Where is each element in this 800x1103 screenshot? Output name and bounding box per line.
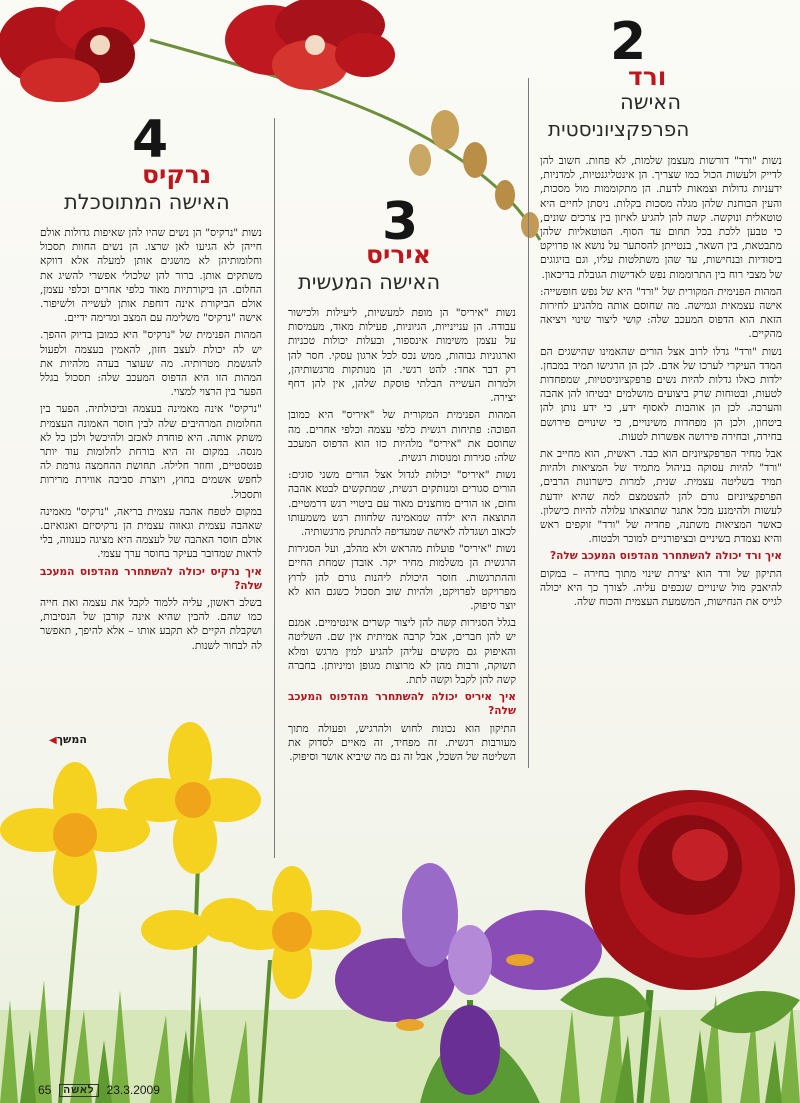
column-divider-left [274, 118, 275, 858]
narkis-paragraph-2: המהות הפנימית של "נרקיס" היא כמובן בדיוק ההפך. יש לה יכולת לעצב חזון, להאמין בעצמה ולפעול להגשמת מטרותיה. מה שעוצר בעדה מלהיות את המהות הזו היא הדפוס המעכב שלה: תסכול בגלל הפער בין הרצוי למצוי. [40, 329, 262, 399]
narkis-paragraph-3: "נרקיס" אינה מאמינה בעצמה וביכולתיה. הפער בין החלומות המרהיבים שלה לבין חוסר האמונה העצמית משתק אותה. היא פוחדת לאכזב ולהיכשל ולכן כל לא מנסה. במקום זה היא בורחת לחלומות עוד יותר פנטסטיים, וחוזר חלילה. תחושת ההחמצה גורמת לה לחפש אשמים בחוץ, ויוצרת סביבה אווירת מרירות ותסכול. [40, 403, 262, 501]
narkis-paragraph-1: נשות "נרקיס" הן נשים שהיו להן שאיפות גדולות אולם חייהן לא הגיעו לאן שרצו. הן נשים החוות תסכול וחלומותיהן לא מושגים אותן למעלה אלא דווקא משתקים אותן. ברור להן שלכולי אפשרי להשיג את החלום. הן ביקורתיות מאוד כלפי אחרים וכלפי עצמן, אולם הביקורת אינה דוחפת אותן לעשייה ולשיפור. אישה "נרקיס" משלימה עם המצב ומרימה ידיים. [40, 227, 262, 325]
vered-paragraph-1: נשות "ורד" דורשות מעצמן שלמות, לא פחות. חשוב להן לדייק ולעשות הכול כמו שצריך. הן אינטליגנטיות, למדניות, ידעניות גדולות וצמאות לדעת. הן מתקוממות מול מסכות, והעין הבוחנת שלהן מגלה מסכות בקלות. ניסתן לחיים היא טוטאלית ונוקשה. קשה להן להגיע לאיזון בין צרכים שונים, כי טבען ללכת בכל תחום עד הסוף. הטוטאליות שלהן מתבטאת, בין השאר, בנטייתן להסתער על נושא או פרויקט ביסודיות ובנחישות, עד שהן משתלטות עליו, וגם בזיגוגים של מצבי רוח בין התרוממות נפש לאדישות הגובלת בדיכאון. [540, 155, 782, 281]
page-number: 65 [38, 1083, 52, 1097]
narkis-paragraph-4: במקום לטפח אהבה עצמית בריאה, "נרקיס" מאמינה שאהבה עצמית וגאווה עצמית הן נרקיסיזם ואגואיזם. אולם חוסר האהבה של לעצמה היא מציגה כענווה, בלי לראות שמדובר בעיקר בחוסר ערך עצמי. [40, 505, 262, 561]
iris-name: איריס [366, 240, 431, 269]
iris-number: 3 [382, 192, 419, 252]
issue-date: 23.3.2009 [106, 1083, 160, 1097]
left-triangle-icon: ◀ [49, 735, 57, 746]
narkis-article-column [40, 226, 262, 656]
narkis-question-heading: איך נרקיס יכולה להשתחרר מהדפוס המעכב שלה? [40, 565, 262, 592]
vered-paragraph-3: נשות "ורד" גדלו לרוב אצל הורים שהאמינו שהישגים הם המדד העיקרי לערכו של אדם. לכן הן הרגישו תמיד במבחן. ילדות כאלו גדלות להיות נשים פרפקציוניסטיות, שמפחדות לטעות, ובטוחות שרק ביצועים מושלמים יבטיחו להן אהבה והערכה. לכן הן אוהבות לאסוף ידע, כי ידע נותן להן ביטחון, ולכן הן מפחדות משינויים, כי שינויים פירושם בחירה, ובחירה פירושה אפשרות לטעות. [540, 345, 782, 443]
vered-paragraph-4: אבל מחיר הפרפקציוניזם הוא כבד. ראשית, הוא מחייב את "ורד" להיות עסוקה בניהול מתמיד של המציאות ולהיות תמיד בשליטה עצמית. שנית, למרות כישרונות הרבים, הפרפקציוניזם גורם להן להצטמצם למה שהיא יודעת לעשות ולהימנע מכל אתגר שתוצאתו עלולה להיות כישלון. כאשר המציאות משתנה, פחדיה של "ורד" זוקפים ראש והיא נצמדת בשיניים ובציפורניים למוכר ולבטוח. [540, 448, 782, 546]
column-divider-right [528, 78, 529, 768]
vered-answer: התיקון של ורד הוא יצירת שינוי מתוך בחירה – במקום להיאבק מול שינויים שנכפים עליה. לצורך כך היא יכולה לגייס את הנחישות, המשמעת העצמית והכוח שלה. [540, 567, 782, 609]
vered-number: 2 [610, 12, 647, 72]
vered-subtitle-line1: האישה [620, 90, 682, 114]
vered-article-column [540, 154, 782, 612]
vered-name: ורד [628, 62, 667, 91]
iris-article-column [288, 306, 516, 767]
continued-label: המשך [56, 733, 87, 746]
iris-paragraph-3: נשות "איריס" יכולות לגדול אצל הורים משני סוגים: הורים סגורים ומנותקים רגשית, שמתקשים לבטא אהבה וחום, או הורים מוחצנים מאוד עם ביטויי רגש דרמטיים. התוצאה היא ילדה שמאמינה שלחוות רגש משמעותו לכאוב ושגדלה לאישה שמעדיפה להתנתק מרגשותיה. [288, 469, 516, 539]
vered-subtitle-line2: הפרפקציוניסטית [548, 117, 690, 141]
narkis-name: נרקיס [142, 160, 212, 189]
page-footer [38, 1083, 160, 1097]
iris-paragraph-5: בגלל הסגירות קשה להן ליצור קשרים אינטימיים. אמנם יש להן חברים, אבל קרבה אמיתית אין שם. השליטה והאיפוק גם מקשים עליהן להגיע למין מרגש ומלא תשוקה, ורבות מהן לא מרוצות מגופן ומיניותן. בחברה קשה להן לקבל וקשה לתת. [288, 617, 516, 687]
iris-subtitle: האישה המעשית [298, 270, 441, 294]
iris-answer: התיקון הוא נכונות לחוש ולהרגיש, ופעולה מתוך מעורבות רגשית. זה מפחיד, זה מאיים לסדוק את השליטה של השכל, אבל זה גם מה שיביא אושר וסיפוק. [288, 722, 516, 764]
orchid-flower-left [0, 0, 145, 102]
iris-paragraph-2: המהות הפנימית המקורית של "איריס" היא כמובן הפוכה: פתיחות רגשית כלפי עצמה וכלפי אחרים. מה שחוסם את "איריס" מלהיות כזו הוא הדפוס המעכב שלה: סגירות ומנוסות רגשית. [288, 409, 516, 465]
continued-marker [46, 733, 87, 746]
narkis-answer: בשלב ראשון, עליה ללמוד לקבל את עצמה ואת חייה כמו שהם. להבין שהיא אינה קורבן של הנסיבות, ושקבלת הקיים לא תקבע אותו – אלא להיפך, תאפשר לה לבחור לשנות. [40, 597, 262, 652]
narkis-number: 4 [132, 110, 169, 170]
vered-question-heading: איך ורד יכולה להשתחרר מהדפוס המעכב שלה? [549, 550, 782, 563]
narkis-subtitle: האישה המתוסכלת [64, 190, 230, 214]
orchid-flower-right [225, 0, 395, 90]
iris-paragraph-1: נשות "איריס" הן מופת למעשיות, ליעילות ולכישור עבודה. הן עניינייות, הגיוניות, פעילות מאוד, מעמיסות על עצמן משימות אינספור, ובעלות יכולות טכניות וארגוניות גבוהות, ממש נכס לכל ארגון עסקי. חסר להן רק דבר אחד: להט רגשי. הן מנותקות מרגשותיהן, ולמרות העשייה הבלתי פוסקת שלהן, אין להן דחף יצירה. [288, 307, 516, 405]
orchid-buds [409, 110, 539, 238]
iris-question-heading: איך איריס יכולה להשתחרר מהדפוס המעכב שלה? [288, 691, 516, 718]
vered-paragraph-2: המהות הפנימית המקורית של "ורד" היא של נפש חופשייה: אישה עצמאית וגמישה. מה שחוסם אותה מלהגיע לחירות הזאת הוא הדפוס המעכב שלה: קושי ליצור שינוי ויציאה מהקיים. [540, 285, 782, 341]
iris-paragraph-4: נשות "איריס" פועלות מהראש ולא מהלב, ועל הסגירות הרגשית הן משלמות מחיר יקר. אובדן שמחת החיים וההתרגשות. חוסר היכולת ליהנות גורם להן לרוץ מפרויקט לפרויקט, ולהיות שוב תסכול כשגם הוא לא יוצר סיפוק. [288, 543, 516, 613]
magazine-logo: לאשה [59, 1084, 98, 1097]
